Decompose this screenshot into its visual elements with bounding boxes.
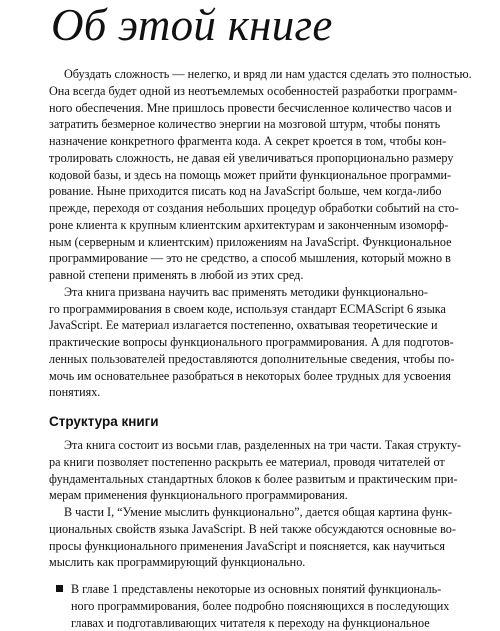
text-line: В части I, “Умение мыслить функционально”, дается общая картина функ-	[49, 504, 463, 521]
text-line: ра книги позволяет постепенно раскрыть ее материал, проводя читателей от	[49, 454, 463, 471]
text-line: Она всегда будет одной из неотъемлемых особенностей разработки программ-	[49, 83, 463, 100]
text-line: главах и подготавливающих читателя к переходу на функциональное	[71, 615, 463, 631]
structure-paragraph	[49, 437, 463, 504]
text-line: тролировать сложность, не давая ей увеличиваться пропорционально размеру	[49, 150, 463, 167]
text-line: рование. Ныне приходится писать код на JavaScript больше, чем когда-либо	[49, 183, 463, 200]
part1-paragraph	[49, 504, 463, 571]
intro-paragraph	[49, 66, 463, 284]
text-line: ленных пользователей предоставляются дополнительные сведения, чтобы по-	[49, 351, 463, 368]
text-line: назначение конкретного фрагмента кода. А секрет кроется в том, чтобы кон-	[49, 133, 463, 150]
text-line: равной степени применять в любой из этих сред.	[49, 267, 463, 284]
text-line: ного программирования, более подробно поясняющихся в последующих	[71, 598, 463, 615]
text-line: просы функционального применения JavaScript и поясняется, как научиться	[49, 538, 463, 555]
list-item	[49, 581, 463, 631]
text-line: JavaScript. Ее материал излагается постепенно, охватывая теоретические и	[49, 317, 463, 334]
text-line: Обуздать сложность — нелегко, и вряд ли нам удастся сделать это полностью.	[49, 66, 463, 83]
text-line: понятиях.	[49, 384, 463, 401]
text-line: фундаментальных стандартных блоков к более развитым и практическим при-	[49, 471, 463, 488]
text-line: Эта книга призвана научить вас применять методики функционально-	[49, 284, 463, 301]
text-line: го программирования в своем коде, используя стандарт ECMAScript 6 языка	[49, 301, 463, 318]
text-line: мыслить как программирующий функционально.	[49, 554, 463, 571]
text-line: мерам применения функционального программирования.	[49, 487, 463, 504]
text-line: циональных свойств языка JavaScript. В ней также обсуждаются основные во-	[49, 521, 463, 538]
text-line: кодовой базы, и здесь на помощь может прийти функциональное программи-	[49, 167, 463, 184]
page-body	[49, 66, 463, 631]
text-line: Эта книга состоит из восьми глав, разделенных на три части. Такая структу-	[49, 437, 463, 454]
chapter-title: Об этой книге	[51, 2, 333, 48]
section-heading: Структура книги	[49, 413, 463, 431]
text-line: ным (серверным и клиентским) приложениям на JavaScript. Функциональное	[49, 234, 463, 251]
text-line: прежде, переходя от создания небольших процедур обработки событий на сто-	[49, 200, 463, 217]
text-line: мочь им основательнее разобраться в некоторых более трудных для усвоения	[49, 368, 463, 385]
square-bullet-icon	[56, 585, 63, 592]
text-line: роне клиента к крупным клиентским архитектурам и законченным изоморф-	[49, 217, 463, 234]
purpose-paragraph	[49, 284, 463, 401]
text-line: ного обеспечения. Мне пришлось провести бесчисленное количество часов и	[49, 100, 463, 117]
text-line: программирование — это не средство, а способ мышления, который можно в	[49, 250, 463, 267]
text-line: практические вопросы функционального программирования. А для подготов-	[49, 334, 463, 351]
text-line: затратить безмерное количество энергии на мозговой штурм, чтобы понять	[49, 116, 463, 133]
text-line: В главе 1 представлены некоторые из основных понятий функциональ-	[71, 581, 463, 598]
